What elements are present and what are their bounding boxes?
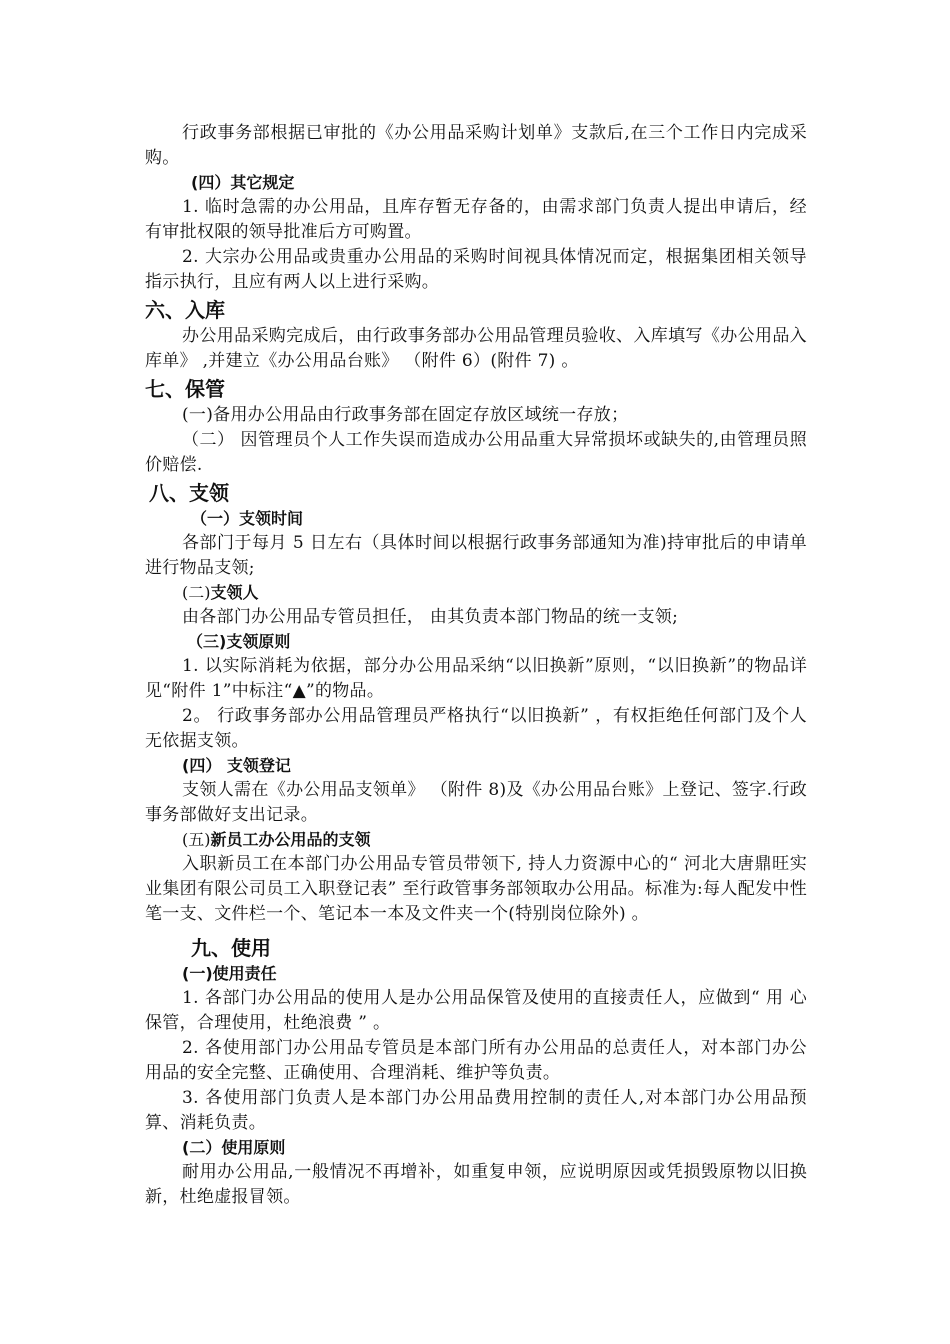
heading-collector-prefix: (二): [182, 583, 211, 602]
heading-other-rules: (四）其它规定: [191, 173, 295, 192]
section-heading-usage: 九、使用: [191, 936, 271, 960]
heading-collection-register: (四） 支领登记: [182, 756, 291, 775]
paragraph-collection-register: 支领人需在《办公用品支领单》 （附件 8)及《办公用品台账》上登记、签字.行政事务部做好支出记录。: [145, 780, 807, 825]
section-heading-collection: 八、支领: [149, 481, 229, 505]
paragraph-collector: 由各部门办公用品专管员担任， 由其负责本部门物品的统一支领;: [182, 607, 679, 627]
paragraph-usage-1: 1. 各部门办公用品的使用人是办公用品保管及使用的直接责任人，应做到“ 用 心保管，合理使用，杜绝浪费 ” 。: [145, 988, 807, 1033]
paragraph-purchase-completion: 行政事务部根据已审批的《办公用品采购计划单》支款后,在三个工作日内完成采购。: [145, 123, 807, 168]
paragraph-usage-2: 2. 各使用部门办公用品专管员是本部门所有办公用品的总责任人，对本部门办公用品的安全完整、正确使用、合理消耗、维护等负责。: [145, 1038, 807, 1083]
paragraph-custody-2: （二） 因管理员个人工作失误而造成办公用品重大异常损坏或缺失的,由管理员照价赔偿.: [145, 430, 807, 475]
paragraph-principle-2: 2。 行政事务部办公用品管理员严格执行“以旧换新” ，有权拒绝任何部门及个人无依据支领。: [145, 706, 807, 751]
heading-new-employee: [145, 828, 807, 852]
heading-collection-time: （一）支领时间: [191, 509, 304, 528]
paragraph-usage-principle: 耐用办公用品,一般情况不再增补，如重复申领，应说明原因或凭损毁原物以旧换新，杜绝虚报冒领。: [145, 1162, 807, 1207]
paragraph-custody-1: (一)备用办公用品由行政事务部在固定存放区域统一存放；: [182, 405, 629, 425]
section-heading-custody: 七、保管: [145, 377, 225, 401]
document-page: [145, 121, 807, 1210]
heading-new-employee-text: 新员工办公用品的支领: [210, 830, 371, 849]
paragraph-urgent-purchase: 1. 临时急需的办公用品，且库存暂无存备的，由需求部门负责人提出申请后，经有审批权限的领导批准后方可购置。: [145, 197, 807, 242]
heading-collector: [145, 581, 807, 605]
heading-new-employee-prefix: (五): [182, 830, 211, 849]
paragraph-collection-time: 各部门于每月 5 日左右（具体时间以根据行政事务部通知为准)持审批后的申请单进行物品支领;: [145, 533, 807, 578]
heading-collector-text: 支领人: [210, 583, 259, 602]
heading-collection-principle: （三)支领原则: [187, 632, 291, 651]
paragraph-bulk-purchase: 2. 大宗办公用品或贵重办公用品的采购时间视具体情况而定，根据集团相关领导指示执行，且应有两人以上进行采购。: [145, 247, 807, 292]
heading-usage-principle: (二）使用原则: [182, 1138, 286, 1157]
paragraph-new-employee: 入职新员工在本部门办公用品专管员带领下, 持人力资源中心的“ 河北大唐鼎旺实业集团有限公司员工入职登记表” 至行政管事务部领取办公用品。标准为:每人配发中性笔一支、文件栏一个、笔记本一本及文件夹一个(特别岗位除外) 。: [145, 854, 807, 924]
paragraph-storage-in: 办公用品采购完成后，由行政事务部办公用品管理员验收、入库填写《办公用品入库单》 ,并建立《办公用品台账》 （附件 6）(附件 7) 。: [145, 326, 807, 371]
paragraph-usage-3: 3. 各使用部门负责人是本部门办公用品费用控制的责任人,对本部门办公用品预算、消耗负责。: [145, 1088, 807, 1133]
paragraph-principle-1: 1. 以实际消耗为依据，部分办公用品采纳“以旧换新”原则，“以旧换新”的物品详见“附件 1”中标注“▲”的物品。: [145, 656, 807, 701]
heading-usage-responsibility: (一)使用责任: [182, 964, 277, 983]
section-heading-storage-in: 六、入库: [145, 298, 225, 322]
